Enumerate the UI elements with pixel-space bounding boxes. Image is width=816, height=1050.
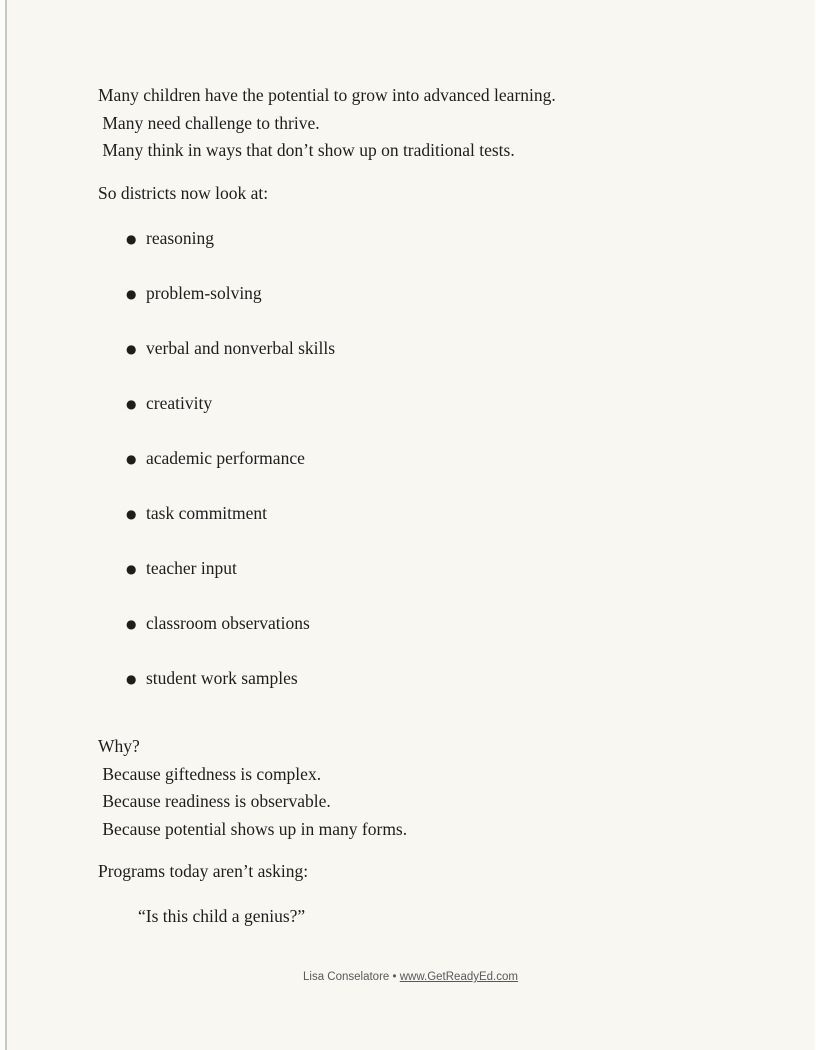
why-line: Because potential shows up in many forms. [98,818,408,839]
list-item-label: verbal and nonverbal skills [146,338,336,358]
bullet-icon: ● [126,507,137,521]
list-item [126,444,774,472]
list-item-label: creativity [146,393,213,413]
bullet-icon: ● [126,672,137,686]
programs-lead-paragraph: Programs today aren’t asking: [98,861,309,881]
list-item-label: reasoning [146,228,215,248]
list-item-label: teacher input [146,558,237,578]
list-item [126,389,774,417]
list-item [126,224,774,252]
page-footer [7,969,814,985]
why-paragraph [98,733,774,843]
intro-line: Many need challenge to thrive. [98,112,320,133]
bullet-icon: ● [126,617,137,631]
intro-paragraph [98,82,774,165]
bullet-icon: ● [126,397,137,411]
page-content [7,0,814,930]
list-item [126,279,774,307]
list-item-label: student work samples [146,668,298,688]
bullet-icon: ● [126,342,137,356]
why-line: Because giftedness is complex. [98,763,322,784]
list-item-label: academic performance [146,448,305,468]
intro-line: Many children have the potential to grow into advanced learning. [98,85,556,105]
why-line: Because readiness is observable. [98,791,331,811]
districts-lead-paragraph: So districts now look at: [98,182,269,203]
bullet-icon: ● [126,232,137,246]
list-item-label: problem-solving [146,283,262,303]
list-item-label: classroom observations [146,613,310,633]
list-item [126,334,774,362]
list-item-label: task commitment [146,503,268,523]
intro-line: Many think in ways that don’t show up on traditional tests. [98,140,515,160]
list-item [126,499,774,527]
bullet-icon: ● [126,287,137,301]
criteria-list [98,224,774,692]
list-item [126,554,774,582]
footer-author: Lisa Conselatore [303,971,390,983]
why-line: Why? [98,736,140,756]
list-item [126,664,774,692]
list-item [126,609,774,637]
footer-separator: • [389,971,400,983]
footer-link[interactable]: www.GetReadyEd.com [399,971,518,983]
bullet-icon: ● [126,452,137,466]
document-page [5,0,814,1050]
bullet-icon: ● [126,562,137,576]
quote-paragraph: “Is this child a genius?” [138,905,306,926]
